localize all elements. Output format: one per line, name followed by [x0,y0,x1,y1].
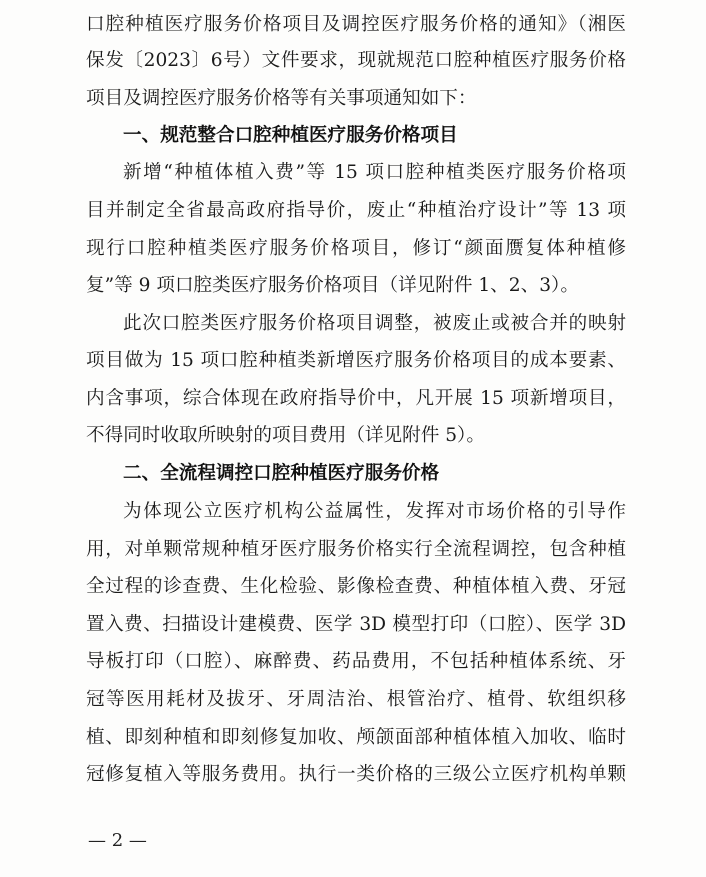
paragraph-line: 用，对单颗常规种植牙医疗服务价格实行全流程调控，包含种植 [86,539,626,560]
paragraph-line: 现行口腔种植类医疗服务价格项目，修订“颜面赝复体种植修 [86,238,626,259]
paragraph-line: 置入费、扫描设计建模费、医学 3D 模型打印（口腔）、医学 3D [86,614,626,635]
paragraph-line: 不得同时收取所映射的项目费用（详见附件 5）。 [86,425,485,446]
paragraph-line: 全过程的诊查费、生化检验、影像检查费、种植体植入费、牙冠 [86,576,626,597]
paragraph-line: 植、即刻种植和即刻修复加收、颅颌面部种植体植入加收、临时 [86,727,626,748]
paragraph-line: 冠修复植入等服务费用。执行一类价格的三级公立医疗机构单颗 [86,764,626,785]
paragraph-line: 冠等医用耗材及拔牙、牙周洁治、根管治疗、植骨、软组织移 [86,689,626,710]
paragraph-line: 导板打印（口腔）、麻醉费、药品费用，不包括种植体系统、牙 [86,651,626,672]
paragraph-line: 目并制定全省最高政府指导价，废止“种植治疗设计”等 13 项 [86,200,626,221]
section-heading-2: 二、全流程调控口腔种植医疗服务价格 [123,463,440,484]
paragraph-line: 项目做为 15 项口腔种植类新增医疗服务价格项目的成本要素、 [86,350,626,371]
paragraph-line: 内含事项，综合体现在政府指导价中，凡开展 15 项新增项目， [86,388,626,409]
paragraph-line: 复”等 9 项口腔类医疗服务价格项目（详见附件 1、2、3）。 [86,275,579,296]
page-number: — 2 — [88,830,147,851]
section-heading-1: 一、规范整合口腔种植医疗服务价格项目 [123,125,458,146]
paragraph-line: 此次口腔类医疗服务价格项目调整，被废止或被合并的映射 [123,313,626,334]
body-line: 项目及调控医疗服务价格等有关事项通知如下： [86,88,477,109]
paragraph-line: 为体现公立医疗机构公益属性，发挥对市场价格的引导作 [123,501,626,522]
paragraph-line: 新增“种植体植入费”等 15 项口腔种植类医疗服务价格项 [123,162,626,183]
body-line: 口腔种植医疗服务价格项目及调控医疗服务价格的通知》（湘医 [86,14,626,35]
body-line: 保发〔2023〕6号）文件要求，现就规范口腔种植医疗服务价格 [86,50,626,71]
